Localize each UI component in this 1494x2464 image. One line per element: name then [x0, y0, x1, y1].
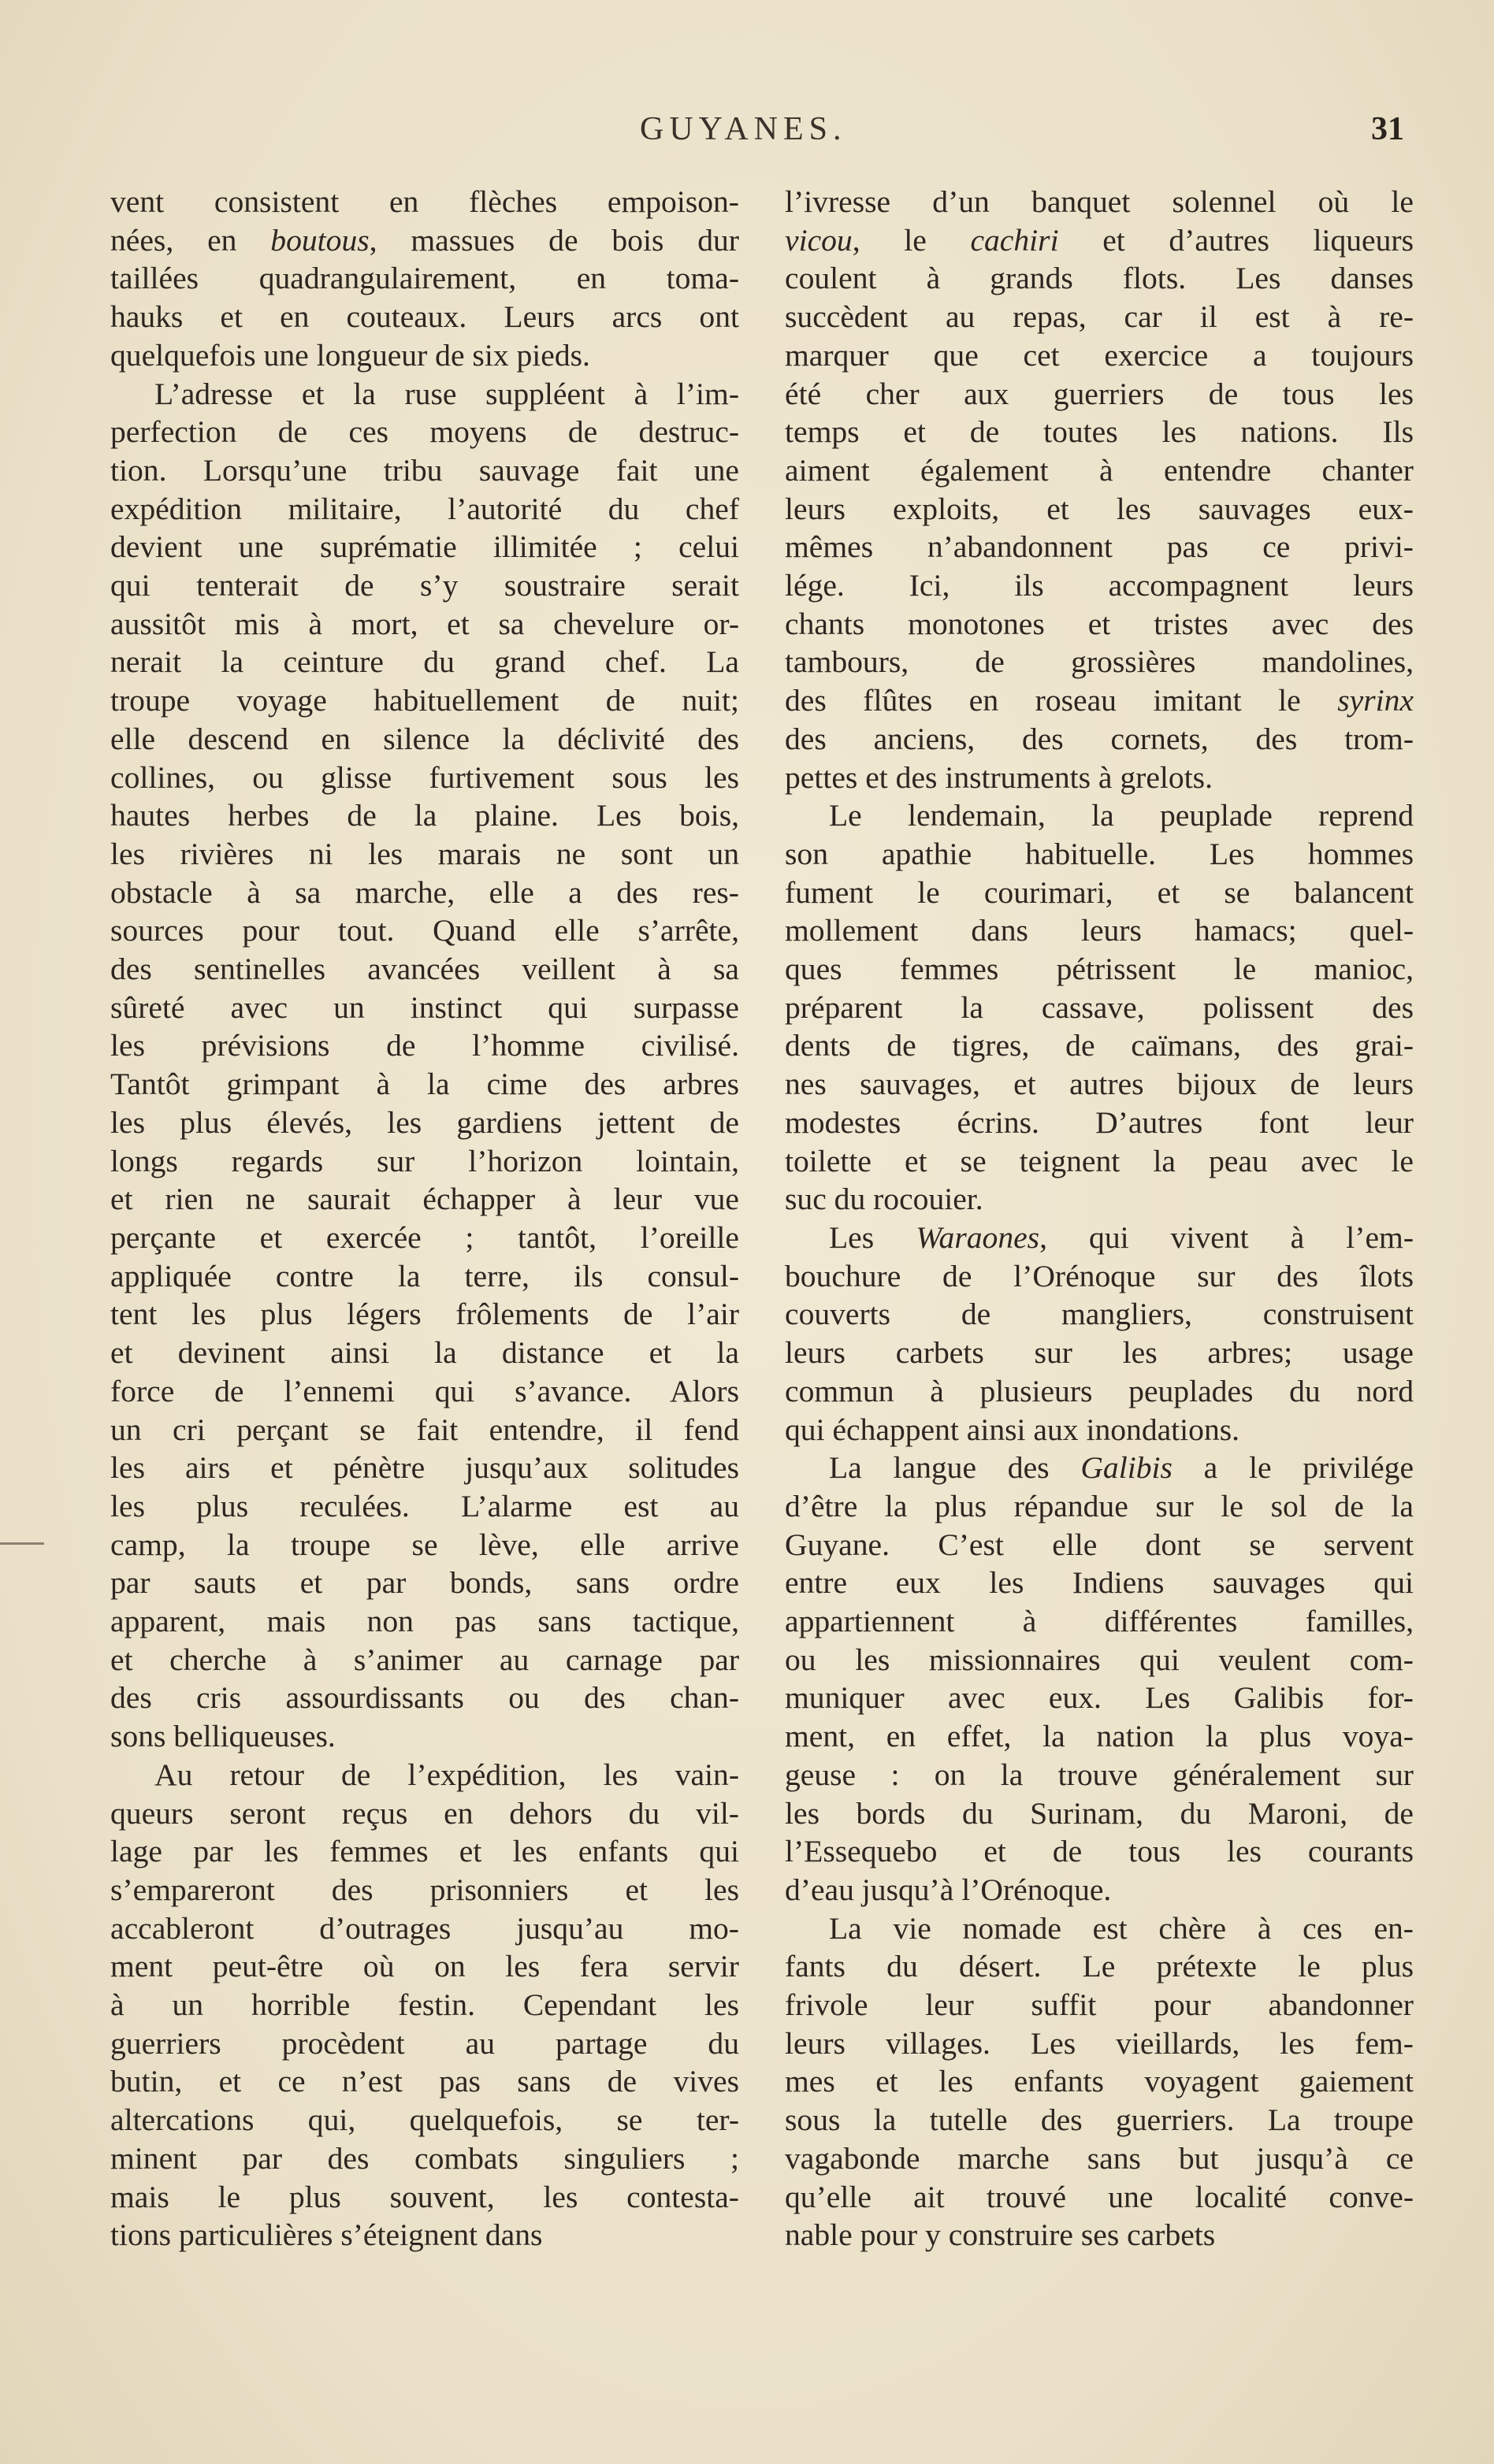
text-line: sûreté avec un instinct qui surpasse: [110, 989, 739, 1025]
text-line: longs regards sur l’horizon lointain,: [110, 1143, 739, 1178]
text-line: les rivières ni les marais ne sont un: [110, 836, 739, 871]
text-line: minent par des combats singuliers ;: [110, 2140, 739, 2176]
text-line: aussitôt mis à mort, et sa chevelure or-: [110, 606, 739, 641]
text-line: qui échappent ainsi aux inondations.: [785, 1412, 1240, 1447]
text-line: été cher aux guerriers de tous les: [785, 376, 1414, 411]
text-line: les plus reculées. L’alarme est au: [110, 1488, 739, 1523]
text-line: muniquer avec eux. Les Galibis for-: [785, 1680, 1414, 1716]
text-line: expédition militaire, l’autorité du chef: [110, 491, 739, 526]
text-line: leurs villages. Les vieillards, les fem-: [785, 2025, 1414, 2061]
text-line: La vie nomade est chère à ces en-: [829, 1910, 1414, 1946]
text-line: perfection de ces moyens de destruc-: [110, 414, 739, 450]
text-line: succèdent au repas, car il est à re-: [785, 299, 1414, 335]
text-line: obstacle à sa marche, elle a des res-: [110, 874, 739, 910]
text-line: qu’elle ait trouvé une localité conve-: [785, 2179, 1414, 2214]
text-line: l’Essequebo et de tous les courants: [785, 1834, 1414, 1869]
text-line: lége. Ici, ils accompagnent leurs: [785, 568, 1414, 603]
text-line: pettes et des instruments à grelots.: [785, 759, 1213, 795]
text-line: bouchure de l’Orénoque sur des îlots: [785, 1258, 1414, 1293]
text-line: l’ivresse d’un banquet solennel où le: [785, 184, 1414, 219]
text-line: altercations qui, quelquefois, se ter-: [110, 2102, 739, 2138]
right-text-column: [785, 183, 1414, 2254]
text-line: aiment également à entendre chanter: [785, 452, 1414, 488]
text-line: nerait la ceinture du grand chef. La: [110, 644, 739, 680]
text-line: fants du désert. Le prétexte le plus: [785, 1949, 1414, 1984]
text-line: nes sauvages, et autres bijoux de leurs: [785, 1067, 1414, 1102]
text-line: chants monotones et tristes avec des: [785, 606, 1414, 641]
page-header: [0, 110, 1494, 158]
text-line: mêmes n’abandonnent pas ce privi-: [785, 529, 1414, 565]
text-line: mollement dans leurs hamacs; quel-: [785, 913, 1414, 948]
text-line: nable pour y construire ses carbets: [785, 2217, 1216, 2253]
text-line: et rien ne saurait échapper à leur vue: [110, 1182, 739, 1217]
text-line: marquer que cet exercice a toujours: [785, 337, 1414, 373]
text-line: ment peut-être où on les fera servir: [110, 1949, 739, 1984]
text-line: des cris assourdissants ou des chan-: [110, 1680, 739, 1716]
text-line: queurs seront reçus en dehors du vil-: [110, 1795, 739, 1831]
text-line: vagabonde marche sans but jusqu’à ce: [785, 2140, 1414, 2176]
running-title: GUYANES.: [640, 111, 847, 147]
text-line: temps et de toutes les nations. Ils: [785, 414, 1414, 450]
page-number: 31: [1371, 111, 1404, 147]
text-line: Tantôt grimpant à la cime des arbres: [110, 1067, 739, 1102]
text-line: sources pour tout. Quand elle s’arrête,: [110, 913, 739, 948]
text-line: guerriers procèdent au partage du: [110, 2025, 739, 2061]
text-line: force de l’ennemi qui s’avance. Alors: [110, 1373, 739, 1408]
text-line: vicou, le cachiri et d’autres liqueurs: [785, 222, 1414, 258]
text-line: les bords du Surinam, du Maroni, de: [785, 1795, 1414, 1831]
text-line: Au retour de l’expédition, les vain-: [154, 1757, 739, 1792]
text-line: accableront d’outrages jusqu’au mo-: [110, 1910, 739, 1946]
text-line: des sentinelles avancées veillent à sa: [110, 952, 739, 987]
text-line: dents de tigres, de caïmans, des grai-: [785, 1028, 1414, 1063]
text-line: elle descend en silence la déclivité des: [110, 721, 739, 756]
text-line: ou les missionnaires qui veulent com-: [785, 1642, 1414, 1677]
text-line: La langue des Galibis a le privilége: [829, 1450, 1414, 1486]
text-line: butin, et ce n’est pas sans de vives: [110, 2064, 739, 2099]
text-line: ques femmes pétrissent le manioc,: [785, 952, 1414, 987]
text-line: taillées quadrangulairement, en toma-: [110, 261, 739, 296]
text-line: appliquée contre la terre, ils consul-: [110, 1258, 739, 1293]
text-line: s’empareront des prisonniers et les: [110, 1872, 739, 1907]
text-line: des anciens, des cornets, des trom-: [785, 721, 1414, 756]
text-line: commun à plusieurs peuplades du nord: [785, 1373, 1414, 1408]
text-line: collines, ou glisse furtivement sous les: [110, 759, 739, 795]
text-line: des flûtes en roseau imitant le syrinx: [785, 683, 1414, 718]
text-line: perçante et exercée ; tantôt, l’oreille: [110, 1219, 739, 1255]
text-line: leurs exploits, et les sauvages eux-: [785, 491, 1414, 526]
text-line: nées, en boutous, massues de bois dur: [110, 222, 739, 258]
text-line: modestes écrins. D’autres font leur: [785, 1104, 1414, 1140]
text-line: Les Waraones, qui vivent à l’em-: [829, 1219, 1414, 1255]
text-line: tent les plus légers frôlements de l’air: [110, 1297, 739, 1332]
text-line: les prévisions de l’homme civilisé.: [110, 1028, 739, 1063]
text-line: hauks et en couteaux. Leurs arcs ont: [110, 299, 739, 335]
text-line: tion. Lorsqu’une tribu sauvage fait une: [110, 452, 739, 488]
text-line: qui tenterait de s’y soustraire serait: [110, 568, 739, 603]
text-line: toilette et se teignent la peau avec le: [785, 1143, 1414, 1178]
text-line: troupe voyage habituellement de nuit;: [110, 683, 739, 718]
text-line: son apathie habituelle. Les hommes: [785, 836, 1414, 871]
text-line: sous la tutelle des guerriers. La troupe: [785, 2102, 1414, 2138]
text-line: L’adresse et la ruse suppléent à l’im-: [154, 376, 739, 411]
text-line: hautes herbes de la plaine. Les bois,: [110, 798, 739, 833]
text-line: lage par les femmes et les enfants qui: [110, 1834, 739, 1869]
text-line: Le lendemain, la peuplade reprend: [829, 798, 1414, 833]
text-line: leurs carbets sur les arbres; usage: [785, 1335, 1414, 1371]
text-line: fument le courimari, et se balancent: [785, 874, 1414, 910]
text-line: par sauts et par bonds, sans ordre: [110, 1565, 739, 1601]
text-line: à un horrible festin. Cependant les: [110, 1987, 739, 2023]
text-line: tions particulières s’éteignent dans: [110, 2217, 543, 2253]
text-line: mes et les enfants voyagent gaiement: [785, 2064, 1414, 2099]
text-line: et cherche à s’animer au carnage par: [110, 1642, 739, 1677]
text-line: geuse : on la trouve généralement sur: [785, 1757, 1414, 1792]
text-line: ment, en effet, la nation la plus voya-: [785, 1719, 1414, 1754]
text-line: suc du rocouier.: [785, 1182, 983, 1217]
text-line: sons belliqueuses.: [110, 1719, 336, 1754]
margin-mark: [0, 1542, 44, 1545]
text-line: camp, la troupe se lève, elle arrive: [110, 1527, 739, 1562]
text-line: frivole leur suffit pour abandonner: [785, 1987, 1414, 2023]
text-line: et devinent ainsi la distance et la: [110, 1335, 739, 1371]
text-line: d’eau jusqu’à l’Orénoque.: [785, 1872, 1112, 1907]
text-line: apparent, mais non pas sans tactique,: [110, 1604, 739, 1639]
text-line: tambours, de grossières mandolines,: [785, 644, 1414, 680]
text-line: appartiennent à différentes familles,: [785, 1604, 1414, 1639]
text-line: vent consistent en flèches empoison-: [110, 184, 739, 219]
text-line: mais le plus souvent, les contesta-: [110, 2179, 739, 2214]
text-line: les plus élevés, les gardiens jettent de: [110, 1104, 739, 1140]
text-line: couverts de mangliers, construisent: [785, 1297, 1414, 1332]
text-line: les airs et pénètre jusqu’aux solitudes: [110, 1450, 739, 1486]
text-line: d’être la plus répandue sur le sol de la: [785, 1488, 1414, 1523]
left-text-column: [110, 183, 739, 2254]
text-line: un cri perçant se fait entendre, il fend: [110, 1412, 739, 1447]
text-line: préparent la cassave, polissent des: [785, 989, 1414, 1025]
text-line: quelquefois une longueur de six pieds.: [110, 337, 590, 373]
text-line: Guyane. C’est elle dont se servent: [785, 1527, 1414, 1562]
text-line: devient une suprématie illimitée ; celui: [110, 529, 739, 565]
text-line: entre eux les Indiens sauvages qui: [785, 1565, 1414, 1601]
text-line: coulent à grands flots. Les danses: [785, 261, 1414, 296]
